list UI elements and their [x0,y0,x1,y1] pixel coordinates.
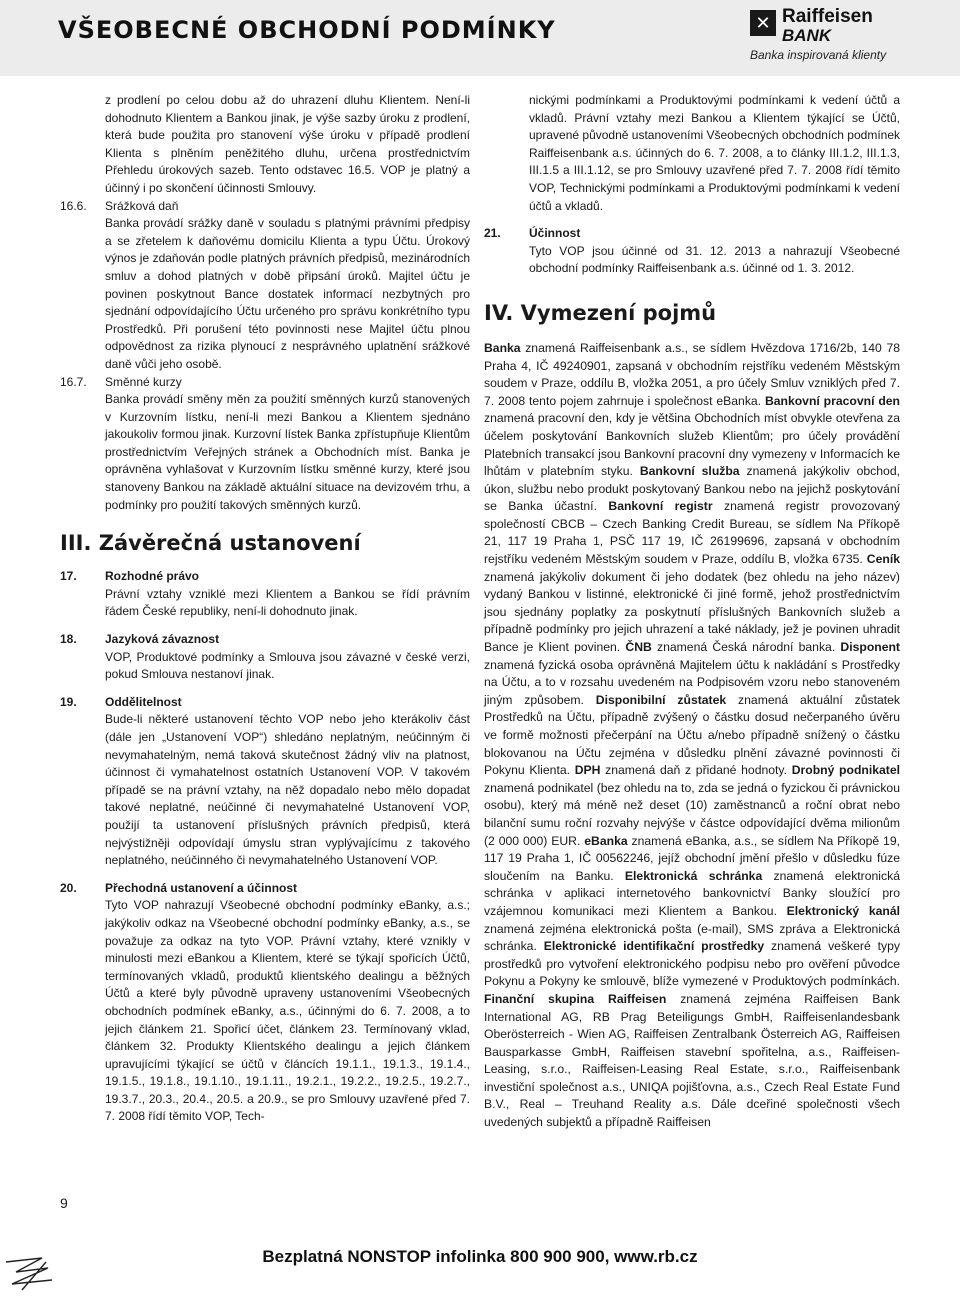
definition-text: znamená jakýkoliv obchod, úkon, službu nebo produkt poskytovaný Bankou nebo na jejichž poskytování se Banka účastní. [484,464,900,514]
right-column [484,92,900,1132]
section-title: Směnné kurzy [105,374,182,389]
section-19 [60,694,470,870]
section-number: 19. [60,694,77,709]
definition-text: znamená zejména Raiffeisen Bank International AG, RB Prag Beteiligungs GmbH, Raiffeisenlandesbank Oberösterreich - Wien AG, Raiffeisen Zentralbank Österreich AG, Raiffeisen Bausparkasse GmbH, Raiffeisen stavební spořitelna, a.s., Raiffeisen-Leasing, s.r.o., Raiffeisen-Leasing Real Estate, s.r.o., Raiffeisenbank investiční společnost a.s., UNIQA pojišťovna, a.s., Czech Real Estate Fund B.V., Real – Treuhand Reality a.s. Dále dceřiné společnosti všech uvedených subjektů a případně Raiffeisen [484,991,900,1130]
section-text: VOP, Produktové podmínky a Smlouva jsou závazné v české verzi, pokud Smlouva nestanoví jinak. [105,649,470,682]
chapter-heading: III. Závěrečná ustanovení [60,531,361,556]
definition-text: znamená zejména elektronická pošta (e-mail), SMS zpráva a Elektronická schránka. [484,921,900,954]
definition-term: Banka [484,340,521,355]
section-16-7 [60,374,470,515]
left-column [60,92,470,1126]
definition-term: Disponent [840,640,900,655]
definition-term: Bankovní služba [639,464,740,479]
section-text: Banka provádí směny měn za použití směnných kurzů stanovených v Kurzovním lístku, není-li mezi Bankou a Klientem sjednáno jakoukoliv formou jinak. Kurzovní lístek Banka zpřístupňuje Klientům prostřednictvím Veřejných stránek a Obchodních míst. Banka je oprávněna vyhlašovat v Kurzovním lístku směnné kurzy, které jsou stanoveny Bankou na základě aktuální situace na devizovém trhu, a podmínky pro použití takových směnných kurzů. [105,392,470,512]
gable-cross-icon: ✕ [750,10,776,36]
section-20 [60,880,470,1126]
definition-text: znamená eBanka, a.s., se sídlem Na Příkopě 19, 117 19 Praha 1, IČ 00562246, jejíž obchodní jmění přešlo v důsledku fúze sloučením na Banku. [484,833,900,883]
definition-term: Drobný podnikatel [791,763,900,778]
definition-text: znamená Raiffeisenbank a.s., se sídlem Hvězdova 1716/2b, 140 78 Praha 4, IČ 49240901, zapsaná v obchodním rejstříku vedeném Městským soudem v Praze, oddílu B, vložka 2051, a pro účely Smluv vzniklých před 7. 7. 2008 tento pojem zahrnuje i společnost eBanka. [484,340,900,408]
definition-term: Bankovní registr [608,499,713,514]
definition-term: Finanční skupina Raiffeisen [484,991,667,1006]
section-text: Tyto VOP nahrazují Všeobecné obchodní podmínky eBanky, a.s.; jakýkoliv odkaz na Všeobecné obchodní podmínky eBanky, a.s., se považuje za odkaz na tyto VOP. Právní vztahy, které vznikly v minulosti mezi eBankou a Klientem, které se týkají spořicích Účtů, termínovaných vkladů, produktů klientského dealingu a běžných Účtů a které byly původně upraveny ustanoveními Všeobecných obchodních podmínek eBanky, a.s., účinnými do 6. 7. 2008, a to jejich článkem 21. Spořicí účet, článkem 23. Termínovaný vklad, článkem 32. Produkty Klientského dealingu a jejich článkem upravujícími týkající se účtů v článcích 19.1.1., 19.1.3., 19.1.4., 19.1.5., 19.1.8., 19.1.10., 19.1.11., 19.2.1., 19.2.2., 19.2.5., 19.2.7., 19.3.7., 20.3., 20.4., 20.5. a 20.9., se pro Smlouvy uzavřené před 7. 7. 2008 řídí těmito VOP, Tech- [105,898,470,1124]
section-number: 16.6. [60,198,87,213]
definition-text: znamená aktuální zůstatek Prostředků na Účtu, případně zvýšený o částku dosud nečerpaného úvěru ve formě možnosti přečerpání na Účtu a/nebo případně snížený o částku blokovanou na Účtu zejména v důsledku plnění závazné povinnosti či Pokynu Klienta. [484,692,900,778]
definition-term: Bankovní pracovní den [764,393,900,408]
definition-term: Elektronické identifikační prostředky [543,939,765,954]
bank-logo [750,6,950,66]
signature-scribble [2,1250,62,1300]
section-number: 21. [484,226,501,241]
definition-text: znamená podnikatel (bez ohledu na to, zda se jedná o fyzickou či právnickou osobu), který má méně než deset (10) zaměstnanců a roční obrat nebo bilanční sumu roční rozvahy nejvýše v částce odpovídající dvěma milionům (2 000 000) EUR. [484,780,900,848]
section-18 [60,631,470,684]
definition-text: znamená fyzická osoba oprávněná Majitelem účtu k nakládání s Prostředky na Účtu, a to v rozsahu uvedeném na Podpisovém vzoru nebo stanoveném jiným způsobem. [484,657,900,707]
definition-text: znamená elektronická schránka v aplikaci internetového bankovnictví Banky sloužící pro vzájemnou komunikaci mezi Klientem a Bankou. [484,868,900,918]
section-21 [484,225,900,278]
definition-text: znamená veškeré typy prostředků pro vytvoření elektronického podpisu nebo pro ověření původce Pokynu a Pokyny ke smlouvě, blíže vymezené v Produktových podmínkách. [484,939,901,989]
section-16-6 [60,198,470,374]
definition-term: Disponibilní zůstatek [595,692,727,707]
section-title: Jazyková závaznost [105,632,220,647]
section-number: 18. [60,632,77,647]
section-17 [60,568,470,621]
intro-paragraph: z prodlení po celou dobu až do uhrazení dluhu Klientem. Není-li dohodnuto Klientem a Bankou jinak, je výše sazby úroku z prodlení, která bude použita pro stanovení výše úroku v případě prodlení Klienta s plněním peněžitého dluhu, určena prostřednictvím Přehledu úrokových sazeb. Tento odstavec 16.5. VOP je platný a účinný i po skončení účinnosti Smlouvy. [105,93,470,195]
definition-term: Elektronický kanál [786,903,900,918]
logo-tagline: Banka inspirovaná klienty [750,48,887,62]
section-number: 20. [60,880,77,895]
section-title: Přechodná ustanovení a účinnost [105,880,298,895]
page-number: 9 [60,1195,68,1211]
footer-infoline: Bezplatná NONSTOP infolinka 800 900 900, www.rb.cz [262,1247,698,1266]
definition-text: znamená registr provozovaný společností CBCB – Czech Banking Credit Bureau, se sídlem Na Příkopě 21, 117 19 Praha 1, PSČ 117 19, IČ 26199696, zapsaná v obchodním rejstříku vedeném Městským soudem v Praze, oddílu B, vložka 6735. [484,499,900,567]
section-number: 16.7. [60,374,87,389]
section-number: 17. [60,569,77,584]
definition-term: Elektronická schránka [624,868,763,883]
definition-term: DPH [574,763,601,778]
section-text: Právní vztahy vzniklé mezi Klientem a Bankou se řídí právním řádem České republiky, není-li dohodnuto jinak. [105,586,470,619]
section-title: Srážková daň [105,198,179,213]
document-title: VŠEOBECNÉ OBCHODNÍ PODMÍNKY [58,16,556,44]
section-text: Banka provádí srážky daně v souladu s platnými právními předpisy a se zřetelem k daňovému domicilu Klienta a typu Účtu. Úrokový výnos je zdaňován podle platných právních předpisů, mezinárodních smluv a dohod platných v době připsání úroků. Majitel účtu je povinen poskytnout Bance dostatek informací nezbytných pro sjednání odpovídajícího Účtu určeného pro správu konkrétního typu Prostředků. Při porušení této povinnosti nese Majitel účtu plnou odpovědnost za rizika plynoucí z nesprávného uplatnění srážkové daně vůči jeho osobě. [105,216,470,371]
logo-name: Raiffeisen [782,6,873,27]
definition-text: znamená pracovní den, kdy je většina Obchodních míst obvykle otevřena za účelem poskytování Bankovních služeb Klientům; pro účely provádění Platebních transakcí jsou Bankovní pracovní dny vymezeny v Informacích ke lhůtám v platebním styku. [484,411,900,479]
section-text: Tyto VOP jsou účinné od 31. 12. 2013 a nahrazují Všeobecné obchodní podmínky Raiffeisenbank a.s. účinné od 1. 3. 2012. [529,243,900,276]
definition-text: znamená Česká národní banka. [651,640,841,655]
section-title: Rozhodné právo [105,569,200,584]
section-title: Účinnost [529,226,581,241]
definition-term: Ceník [866,552,900,567]
definition-text: znamená daň z přidané hodnoty. [600,763,792,778]
definition-term: ČNB [625,640,652,655]
definitions-paragraph [484,340,900,1132]
section-text: Bude-li některé ustanovení těchto VOP nebo jeho kterákoliv část (dále jen „Ustanovení VOP“) shledáno neplatným, neúčinným či nevymahatelným, nemá taková skutečnost žádný vliv na platnost, účinnost či vymahatelnost ostatních Ustanovení VOP. V takovém případě se na právní vztahy, na něž dopadalo nebo mělo dopadat takové neplatné, neúčinné či nevymahatelné Ustanovení VOP, použijí ta ustanovení příslušných právních předpisů, která nejvýstižněji odpovídají úmyslu stran vyplývajícímu z takového neplatného, neúčinného či nevymahatelného Ustanovení VOP. [105,712,470,868]
section-title: Oddělitelnost [105,694,182,709]
chapter-heading: IV. Vymezení pojmů [484,300,717,325]
definition-text: znamená jakýkoliv dokument či jeho dodatek (bez ohledu na jeho název) vydaný Bankou v listinné, elektronické či jiné formě, jehož prostřednictvím jsou sjednány poplatky za poskytnutí příslušných Bankovních služeb a případně podmínky pro jejich uhrazení a také náklady, jež je povinen uhradit Bance je Klient povinen. [484,569,900,655]
logo-bank: BANK [782,26,832,45]
continued-paragraph: nickými podmínkami a Produktovými podmínkami k vedení účtů a vkladů. Právní vztahy mezi Bankou a Klientem týkající se Účtů, upravené původně ustanoveními Všeobecných obchodních podmínek Raiffeisenbank a.s. účinných do 6. 7. 2008, a to články III.1.2, III.1.3, III.1.5 a III.1.12, se pro Smlouvy uzavřené před 7. 7. 2008 řídí těmito VOP, Technickými podmínkami a Produktovými podmínkami k vedení účtů a vkladů. [529,93,900,213]
definition-term: eBanka [584,833,628,848]
